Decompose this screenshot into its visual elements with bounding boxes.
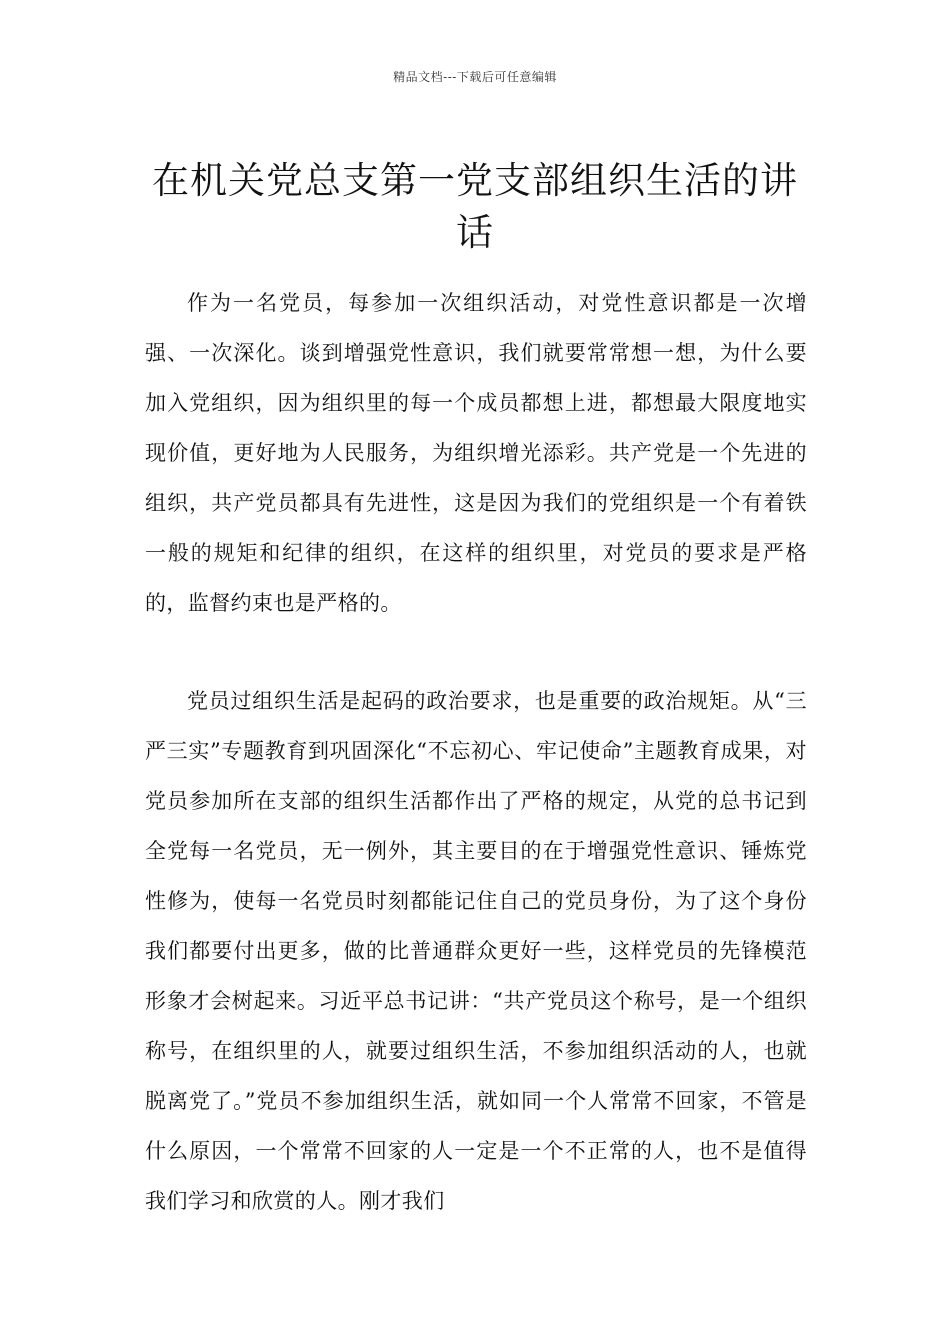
header-note: 精品文档---下载后可任意编辑 (393, 70, 557, 84)
paragraph-2: 党员过组织生活是起码的政治要求，也是重要的政治规矩。从“三严三实”专题教育到巩固深化“不忘初心、牢记使命”主题教育成果，对党员参加所在支部的组织生活都作出了严格的规定，从党的总书记到全党每一名党员，无一例外，其主要目的在于增强党性意识、锤炼党性修为，使每一名党员时刻都能记住自己的党员身份，为了这个身份我们都要付出更多，做的比普通群众更好一些，这样党员的先锋模范形象才会树起来。习近平总书记讲：“共产党员这个称号，是一个组织称号，在组织里的人，就要过组织生活，不参加组织活动的人，也就脱离党了。”党员不参加组织生活，就如同一个人常常不回家，不管是什么原因，一个常常不回家的人一定是一个不正常的人，也不是值得我们学习和欣赏的人。刚才我们 (145, 689, 807, 1213)
document-body (145, 278, 807, 1226)
document-title: 在机关党总支第一党支部组织生活的讲话 (152, 158, 798, 254)
paragraph-1: 作为一名党员，每参加一次组织活动，对党性意识都是一次增强、一次深化。谈到增强党性意识，我们就要常常想一想，为什么要加入党组织，因为组织里的每一个成员都想上进，都想最大限度地实现价值，更好地为人民服务，为组织增光添彩。共产党是一个先进的组织，共产党员都具有先进性，这是因为我们的党组织是一个有着铁一般的规矩和纪律的组织，在这样的组织里，对党员的要求是严格的，监督约束也是严格的。 (145, 291, 807, 615)
